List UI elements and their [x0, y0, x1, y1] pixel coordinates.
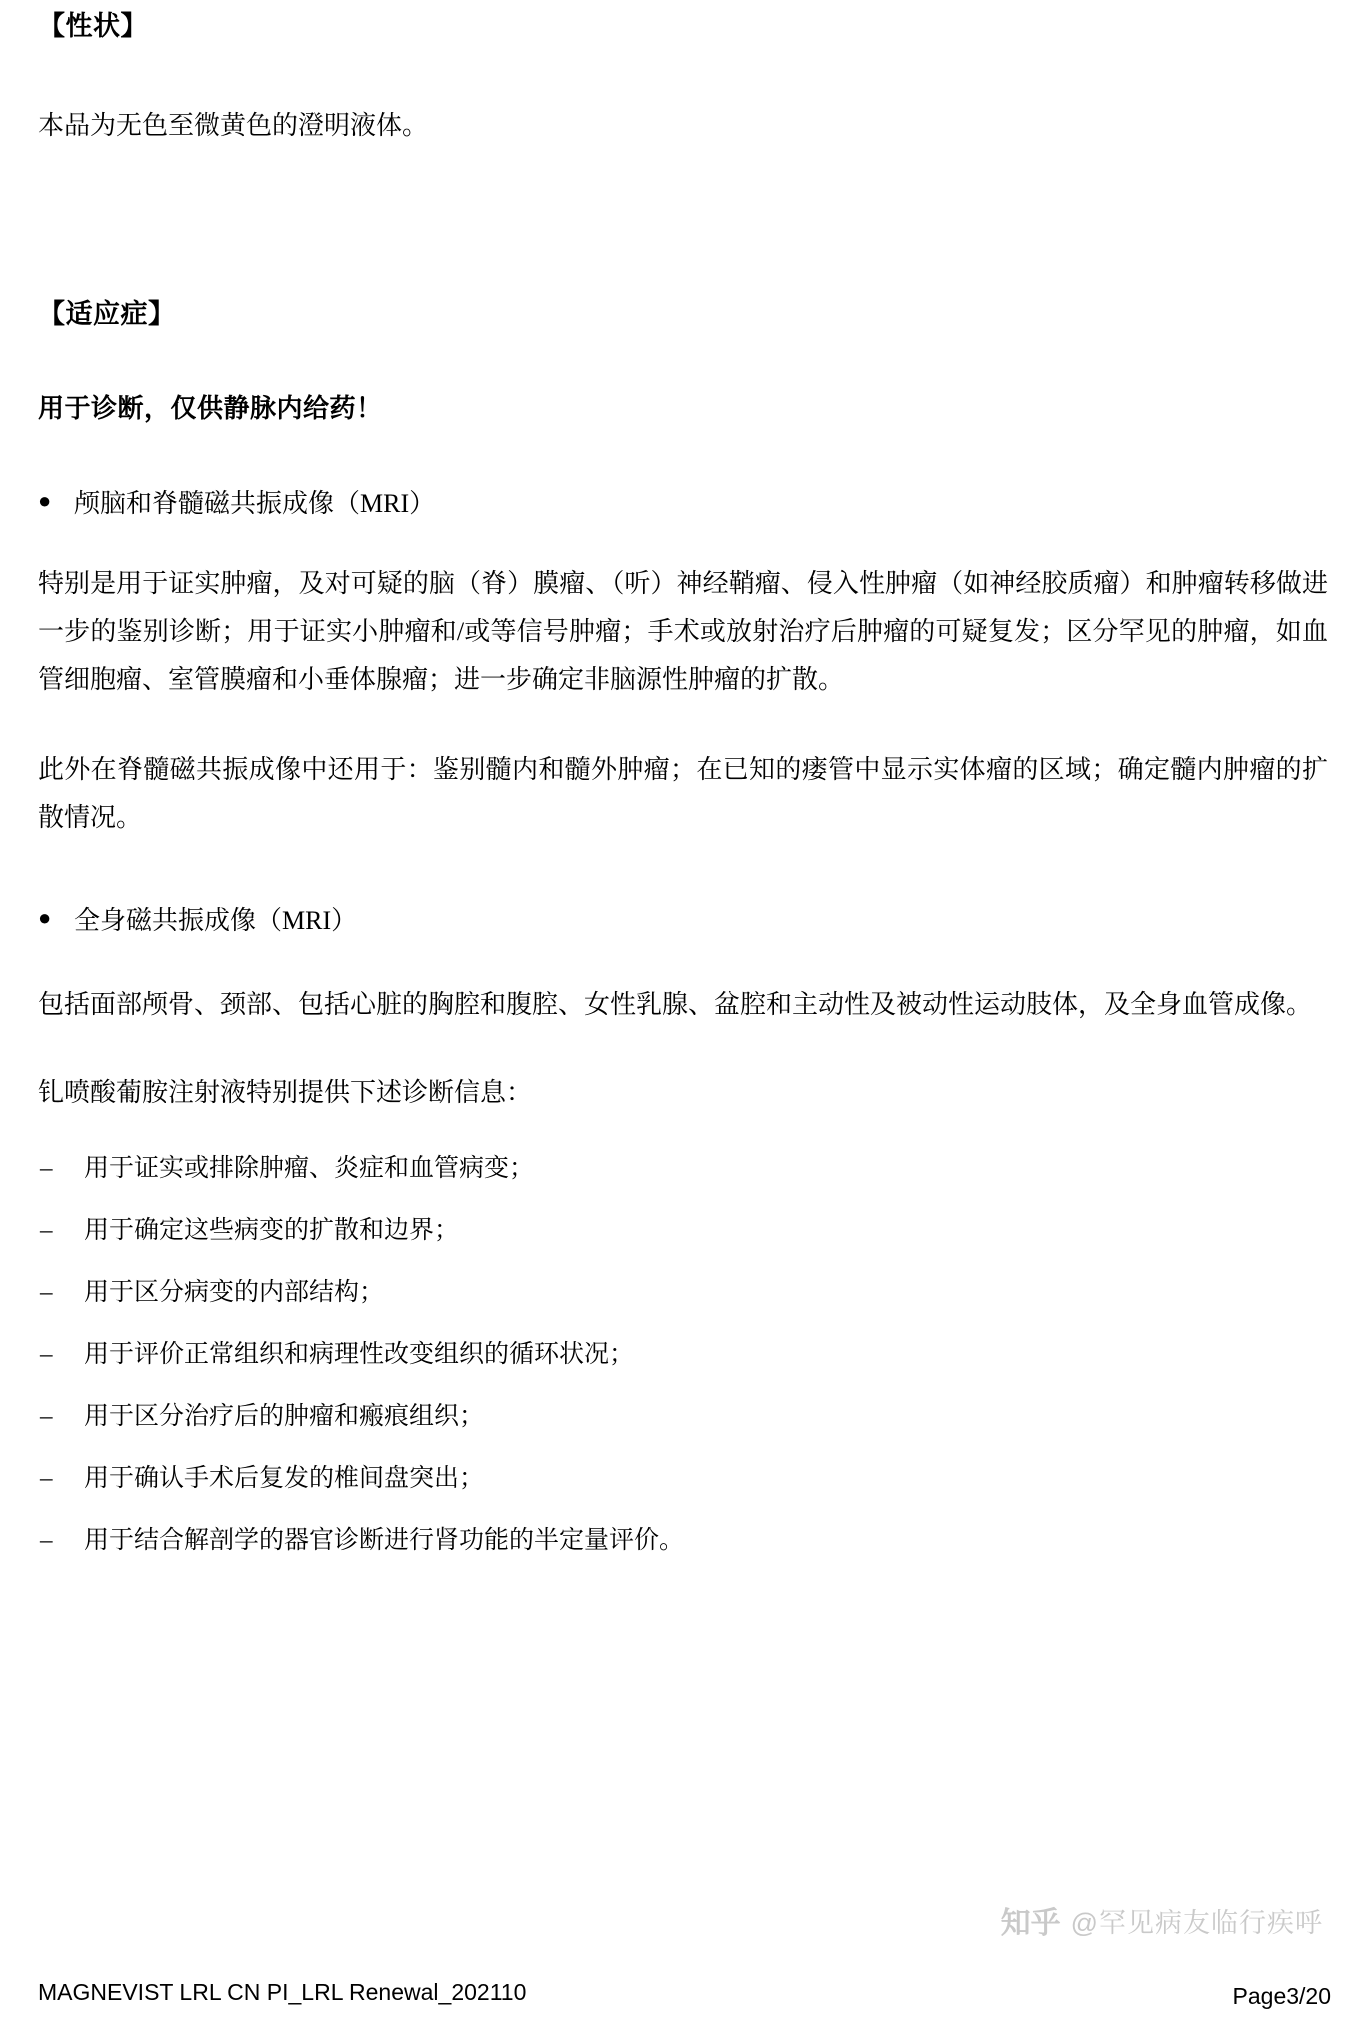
dash-bullet-icon: – — [40, 1155, 53, 1183]
dash-bullet-icon: – — [40, 1403, 53, 1431]
dash-bullet-icon: – — [40, 1527, 53, 1555]
list-item-label: 用于区分病变的内部结构； — [84, 1279, 385, 1307]
list-item-label: 用于证实或排除肿瘤、炎症和血管病变； — [84, 1155, 535, 1183]
list-item — [38, 1213, 1328, 1248]
footer-document-id: MAGNEVIST LRL CN PI_LRL Renewal_202110 — [38, 1979, 527, 2005]
dash-bullet-icon: – — [40, 1217, 53, 1245]
list-item — [38, 1523, 1328, 1558]
bullet-label-whole-body-mri: 全身磁共振成像（MRI） — [74, 906, 358, 936]
list-item — [38, 1399, 1328, 1434]
list-item — [38, 1337, 1328, 1372]
bullet-dot-icon: ● — [38, 905, 52, 931]
list-item-label: 用于确认手术后复发的椎间盘突出； — [84, 1465, 485, 1493]
list-item — [38, 1275, 1328, 1310]
section-heading-properties: 【性状】 — [38, 11, 148, 41]
diagnostic-info-list — [38, 1151, 1328, 1558]
watermark-handle: @罕见病友临行疾呼 — [1070, 1907, 1323, 1938]
paragraph-diagnostic-info-intro: 钆喷酸葡胺注射液特别提供下述诊断信息： — [38, 1078, 533, 1108]
dash-bullet-icon: – — [40, 1279, 53, 1307]
bullet-dot-icon: ● — [38, 487, 52, 513]
dash-bullet-icon: – — [40, 1341, 53, 1369]
document-content — [38, 0, 1328, 1558]
list-item-label: 用于评价正常组织和病理性改变组织的循环状况； — [84, 1341, 635, 1369]
list-item-label: 用于区分治疗后的肿瘤和瘢痕组织； — [84, 1403, 485, 1431]
list-item — [38, 1461, 1328, 1496]
paragraph-spinal-mri-uses: 此外在脊髓磁共振成像中还用于：鉴别髓内和髓外肿瘤；在已知的瘘管中显示实体瘤的区域；确定髓内肿瘤的扩散情况。 — [38, 754, 1328, 833]
indications-bold-note: 用于诊断，仅供静脉内给药！ — [38, 393, 383, 423]
bullet-item-brain-spine-mri — [38, 483, 1328, 520]
watermark — [1001, 1898, 1323, 1942]
list-item — [38, 1151, 1328, 1186]
paragraph-whole-body-scope: 包括面部颅骨、颈部、包括心脏的胸腔和腹腔、女性乳腺、盆腔和主动性及被动性运动肢体，及全身血管成像。 — [38, 990, 1313, 1020]
list-item-label: 用于结合解剖学的器官诊断进行肾功能的半定量评价。 — [84, 1527, 685, 1555]
paragraph-tumor-differential-diagnosis: 特别是用于证实肿瘤，及对可疑的脑（脊）膜瘤、（听）神经鞘瘤、侵入性肿瘤（如神经胶质瘤）和肿瘤转移做进一步的鉴别诊断；用于证实小肿瘤和/或等信号肿瘤；手术或放射治疗后肿瘤的可疑复发；区分罕见的肿瘤，如血管细胞瘤、室管膜瘤和小垂体腺瘤；进一步确定非脑源性肿瘤的扩散。 — [38, 568, 1328, 694]
properties-paragraph: 本品为无色至微黄色的澄明液体。 — [38, 110, 429, 140]
bullet-label-brain-spine-mri: 颅脑和脊髓磁共振成像（MRI） — [74, 488, 436, 518]
list-item-label: 用于确定这些病变的扩散和边界； — [84, 1217, 460, 1245]
dash-bullet-icon: – — [40, 1465, 53, 1493]
footer-page-number: Page3/20 — [1232, 1983, 1331, 2009]
bullet-item-whole-body-mri — [38, 900, 1328, 937]
zhihu-logo-icon: 知乎 — [1000, 1907, 1061, 1940]
section-heading-indications: 【适应症】 — [38, 298, 176, 329]
